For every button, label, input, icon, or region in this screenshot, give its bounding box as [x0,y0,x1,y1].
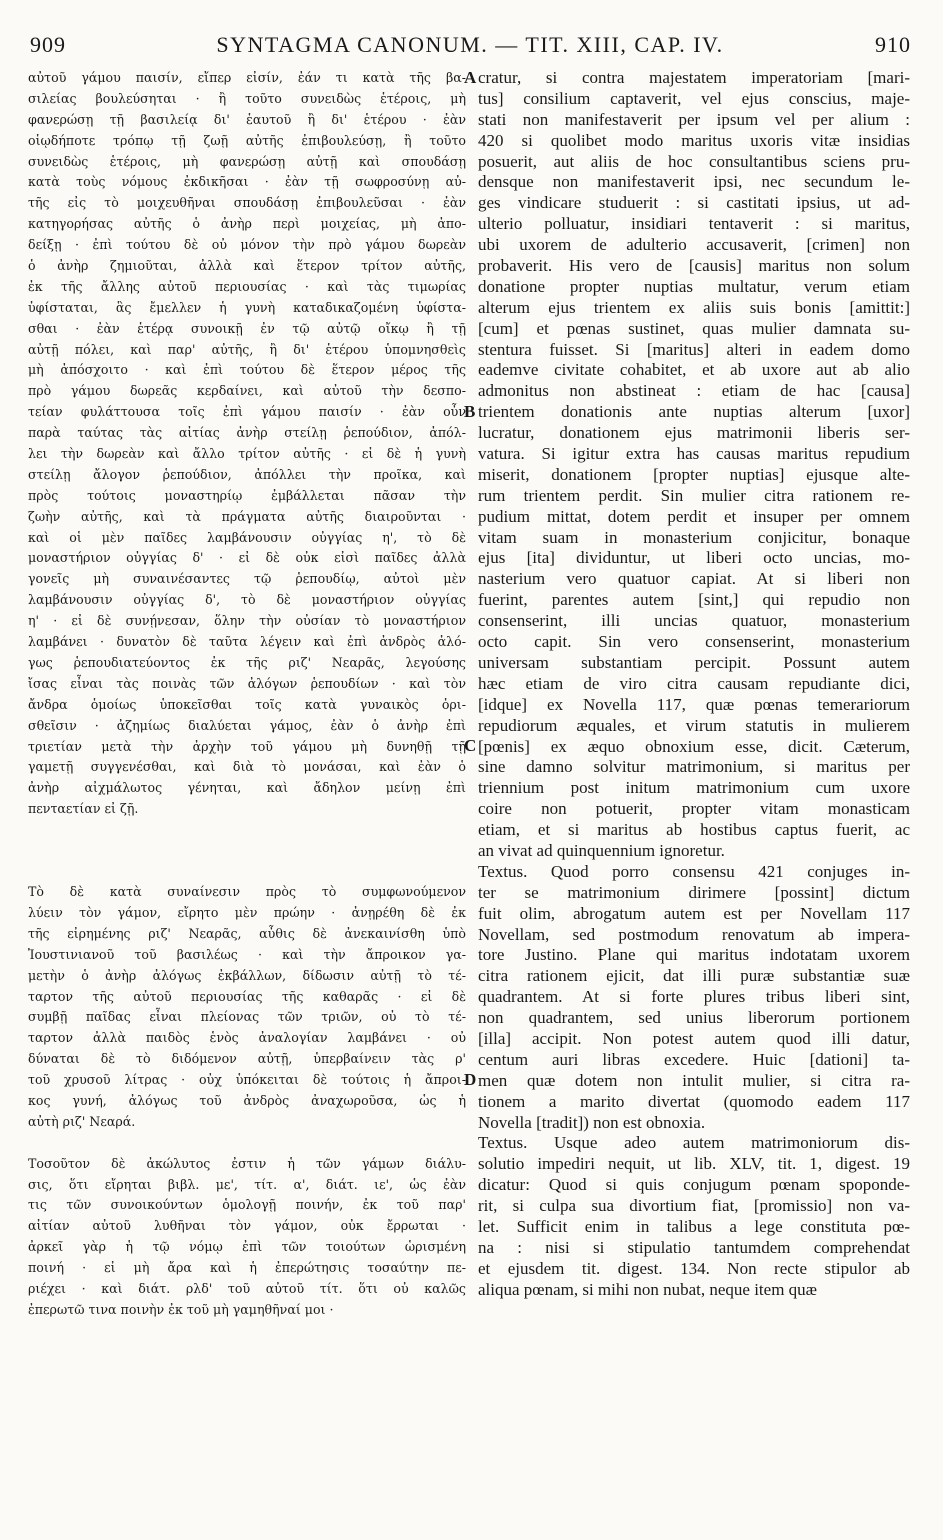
text-line: stati non manifestaverit per ipsum vel per alium : [478,109,910,129]
text-line: σθαι · ἐὰν ἑτέρᾳ συνοικῇ ἐν τῷ αὐτῷ οἴκῳ ἢ τῇ [28,320,466,336]
text-line: universam substantiam percipit. Possunt autem [478,652,910,672]
text-line: admonitus non abstineat : etiam de hac [causa] [478,381,910,401]
text-line: vatura. Si igitur extra has causas maritus repudium [478,444,910,464]
text-line: ges vindicare studuerit : si castitati ipsius, ut ad- [478,193,910,213]
text-line: δύναται δὲ τὸ διδόμενον αὐτῇ, ὑπερβαίνειν τὰς ρ' [28,1051,466,1067]
text-line: quadrantem. At si forte plures tribus liberi sint, [478,987,910,1007]
text-line: ter se matrimonium dirimere [possint] dictum [478,882,910,902]
text-line: στείλῃ ἄλογον ῥεπούδιον, ἀπόλλει τὴν προῖκα, καὶ [28,466,466,482]
running-title: SYNTAGMA CANONUM. — TIT. XIII, CAP. IV. [216,32,724,57]
text-line: αὐτῇ πόλει, καὶ παρ' αὐτῆς, ἢ δι' ἑτέρου ὑπομνησθεὶς [28,341,466,357]
greek-paragraph-2 [28,852,466,1133]
greek-column [28,68,466,1321]
page-number-left: 909 [30,32,66,57]
text-line: ποινή · εἰ μὴ ἄρα καὶ ἡ ἐπερώτησις τοσαύτην πε- [28,1260,466,1276]
text-line: ζωὴν αὐτῆς, καὶ τὰ πράγματα αὐτῆς διαιροῦνται · [28,508,466,524]
margin-marker-a: A [464,68,477,87]
text-line: ὑφίσταται, ἃς ἔμελλεν ἡ γυνὴ καταδικαζομένη ὑφίστα- [28,299,466,315]
text-line: γαμετῇ συγγενέσθαι, καὶ διὰ τὸ μονάσαι, καὶ ἐὰν ὁ [28,759,466,775]
text-line: οἱῳδήποτε τρόπῳ τῇ ζωῇ αὐτῆς ἐπιβουλεύσῃ, ἢ τοῦτο [28,132,466,148]
text-line: λει τὴν δωρεὰν καὶ ἄλλο τρίτον αὐτῆς · εἰ δὲ ἡ γυνὴ [28,446,466,462]
text-line: Novella [tradit]) non est obnoxia. [478,1112,706,1132]
text-line: ταρτον ἀλλὰ παιδὸς ἑνὸς ἀναλογίαν λαμβάνει · οὐ [28,1030,466,1046]
text-line: an vivat ad quinquennium ignoretur. [478,840,725,860]
text-line: αἰτίαν αὐτοῦ λυθῆναι τὸν γάμον, οὐκ ἔρρωται · [28,1218,466,1234]
text-line: γονεῖς μὴ συναινέσαντες τῷ ῥεπουδίῳ, αὐτοὶ μὲν [28,571,466,587]
text-line: τριετίαν μετὰ τὴν ἀρχὴν τοῦ γάμου μὴ δυνηθῇ τῇ [28,738,466,754]
text-line: eademve civitate cohabitet, et ab uxore aut ab alio [478,360,910,380]
text-line: η' · εἰ δὲ συνῄνεσαν, ὅλην τὴν οὐσίαν τὸ μοναστήριον [28,613,466,629]
text-line: pudium mittat, dotem perdit et insuper per omnem [478,506,910,526]
text-line: [idque] ex Novella 117, quæ pœnas temerariorum [478,694,910,714]
text-line: men quæ dotem non intulit mulier, si citra ra- [478,1070,910,1090]
text-line: solutio impediri nequit, ut lib. XLV, tit. 1, digest. 19 [478,1154,910,1174]
text-line: σιλείας βουλεύσηται · ἢ τοῦτο συνειδὼς ἑτέροις, μὴ [28,90,466,106]
text-line: tore Justino. Plane qui maritus indotatam uxorem [478,945,910,965]
text-line: dicatur: Quod si quis conjugum pœnam spoponde- [478,1175,910,1195]
text-line: rum trientem perdit. Sin mulier citra rationem re- [478,485,910,505]
text-line: ριέχει · καὶ διάτ. ρλδ' τοῦ αὐτοῦ τίτ. ὅτι οὐ καλῶς [28,1280,466,1296]
text-line: ἐπερωτῶ τινα ποινὴν ἐκ τοῦ μὴ γαμηθῆναί μοι · [28,1301,334,1317]
text-line: et ejusdem tit. digest. 134. Non recte stipulor ab [478,1258,910,1278]
text-line: [cum] et pœnas sustinet, quas mulier damnata su- [478,318,910,338]
text-line: μὴ ἀπόσχοιτο · καὶ ἐπὶ τούτου δὲ ἕτερον μέρος τῆς [28,362,466,378]
text-line: παρὰ ταύτας τὰς αἰτίας ἀνὴρ στείλῃ ῥεπούδιον, ἀπόλ- [28,425,466,441]
text-line: ἀρκεῖ γὰρ ἡ τῷ νόμῳ ἐπὶ τῶν τοιούτων ὡρισμένη [28,1239,466,1255]
text-line: rit, si culpa sua divortium fiat, [promissio] non va- [478,1196,910,1216]
latin-paragraph-1 [478,68,910,862]
text-line: aliqua pœnam, si mihi non nubat, neque item quæ [478,1279,818,1299]
text-line: posuerit, aut aliis de hoc consultantibus sciens pru- [478,151,910,171]
text-line: κατὰ τοὺς νόμους ἐκδικῆσαι · ἐὰν τῇ σωφροσύνῃ αὐ- [28,174,466,190]
text-line: φανερώσῃ τῇ βασιλείᾳ δι' ἑαυτοῦ ἢ δι' ἑτέρου · ἐὰν [28,111,466,127]
text-line: σθεῖσιν · ἀζημίως διαλύεται γάμος, ἐὰν ὁ ἀνὴρ ἐπὶ [28,717,466,733]
text-line: ejus [ita] dividuntur, ut liberi octo uncias, mo- [478,548,910,568]
text-line: ἴσας εἶναι τὰς ποινὰς τῶν ἀλόγων ῥεπουδίων · καὶ τὸν [28,675,466,691]
text-line: citra rationem ejicit, dat illi puræ substantiæ suæ [478,966,910,986]
text-line: consenserint, illi uncias quatuor, monasterium [478,611,910,631]
text-line: [pœnis] ex æquo obnoxium esse, dicit. Cæterum, [478,736,910,756]
text-line: δείξῃ · ἐπὶ τούτου δὲ οὐ μόνον τὴν πρὸ γάμου δωρεὰν [28,237,466,253]
text-line: vitam suam in monasterium conjicitur, bonaque [478,527,910,547]
text-line: fuit olim, abrogatum autem est per Novellam 117 [478,903,910,923]
text-line: μετὴν ὁ ἀνὴρ ἀλόγως ἐκβάλλων, δίδωσιν αὐτῇ τὸ τέ- [28,967,466,983]
text-line: tionem a marito divertat (quomodo eadem 117 [478,1091,910,1111]
text-line: cratur, si contra majestatem imperatoriam [mari- [478,68,910,87]
text-line: probaverit. His vero de [causis] maritus non solum [478,256,910,276]
page-header [0,0,943,68]
text-line: etiam, et si maritus ab hostibus captus fuerit, ac [478,820,910,840]
text-line: αὐτὴ ριζ' Νεαρά. [28,1113,136,1129]
latin-column [478,68,910,1301]
text-line: λαμβάνει · δυνατὸν δὲ ταῦτα λέγειν καὶ ἐπὶ ἀνδρὸς ἀλό- [28,634,466,650]
text-line: ubi uxorem de adulterio accusaverit, [crimen] non [478,235,910,255]
text-line: πενταετίαν εἰ ζῇ. [28,801,139,817]
text-line: κος γυνή, ἀλόγως τοῦ ἀνδρὸς ἀναχωροῦσα, ὡς ἡ [28,1092,466,1108]
text-line: ulterio polluatur, insidiari tentaverit : si maritus, [478,214,910,234]
text-line: Textus. Quod porro consensu 421 conjuges in- [478,861,910,881]
margin-marker-b: B [464,402,476,421]
text-line: let. Sufficit enim in talibus a lege constituta pœ- [478,1216,910,1236]
text-line: συνειδὼς ἑτέροις, μὴ φανερώσῃ αὐτῇ καὶ σπουδάσῃ [28,153,466,169]
text-line: καὶ οἱ μὲν παῖδες λαμβάνουσιν οὐγγίας η', τὸ δὲ [28,529,466,545]
text-line: octo capit. Sin vero consenserint, monasterium [478,632,910,652]
text-line: πρὸ γάμου δωρεᾶς κερδαίνει, καὶ αὐτοῦ τὴν δεσπο- [28,383,466,399]
text-line: Ἰουστινιανοῦ τοῦ βασιλέως · καὶ τὴν ἄπροικον γα- [28,946,466,962]
text-line: centum auri libras excedere. Huic [dationi] ta- [478,1049,910,1069]
page-number-right: 910 [875,32,911,57]
text-line: [illa] accipit. Non potest autem quod illi datur, [478,1028,910,1048]
text-line: πρὸς τούτοις μοναστηρίῳ ἐμβάλλεται πᾶσαν τὴν [28,487,466,503]
latin-paragraph-3 [478,1133,910,1300]
text-line: τις τῶν συνοικούντων ὁμολογῇ ποινήν, ἐκ τοῦ παρ' [28,1197,466,1213]
text-line: sine damno solvitur matrimonium, si maritus per [478,757,910,777]
text-line: lucratur, donationem ejus matrimonii liberis ser- [478,423,910,443]
latin-paragraph-2 [478,862,910,1134]
text-line: stentura fuisset. Si [maritus] alteri in eadem domo [478,339,910,359]
text-line: 420 si quolibet modo maritus uxoris vitæ insidias [478,130,910,150]
text-line: ἀνὴρ αἰχμάλωτος γένηται, καὶ ἄδηλον μείνῃ ἐπὶ [28,780,466,796]
text-line: fuerint, parentes autem [sint,] qui repudio non [478,590,910,610]
text-line: τῆς εἰρημένης ριζ' Νεαρᾶς, αὖθις δὲ ἀνεκαινίσθη ὑπὸ [28,925,466,941]
text-line: Τοσοῦτον δὲ ἀκώλυτος ἐστιν ἡ τῶν γάμων διάλυ- [28,1155,466,1171]
text-line: τοῦ χρυσοῦ λίτρας · οὐχ ὑπόκειται δὲ τούτοις ἡ ἄπροι- [28,1072,466,1088]
text-line: γως ῥεπουδιατεύοντος ἐκ τῆς ριζ' Νεαρᾶς, λεγούσης [28,654,466,670]
text-line: hæc etiam de viro citra causam repudiante dici, [478,673,910,693]
greek-paragraph-3 [28,1154,466,1321]
text-line: Novellam, sed postmodum renovatum ab impera- [478,924,910,944]
text-line: triennium post initum matrimonium cum uxore [478,778,910,798]
text-line: ταρτον τῆς αὐτοῦ περιουσίας τῆς καθαρᾶς · εἰ δὲ [28,988,466,1004]
text-line: nasterium vero quatuor capiat. At si liberi non [478,569,910,589]
text-line: ὁ ἀνὴρ ζημιοῦται, ἀλλὰ καὶ ἕτερον τρίτον αὐτῆς, [28,258,466,274]
text-line: τῆς εἰς τὸ μοιχευθῆναι σπουδάσῃ ἐπιβουλεῦσαι · ἐὰν [28,195,466,211]
text-line: μοναστήριον οὐγγίας δ' · εἰ δὲ οὐκ εἰσὶ παῖδες ἀλλὰ [28,550,466,566]
text-line: ἐκ τῆς ἄλλης αὐτοῦ περιουσίας · καὶ τὰς τιμωρίας [28,278,466,294]
text-line: miserit, donationem [propter nuptias] ejusque alte- [478,464,910,484]
text-line: na : nisi si stipulatio tantumdem comprehendat [478,1237,910,1257]
text-line: tus] consilium captaverit, vel ejus conscius, maje- [478,88,910,108]
text-line: Textus. Usque adeo autem matrimoniorum dis- [478,1133,910,1153]
text-line: trientem donationis ante nuptias alterum [uxor] [478,402,910,422]
text-line: λύειν τὸν γάμον, εἴρητο μὲν πρώην · ἀνῃρέθη δὲ ἐκ [28,904,466,920]
text-line: Τὸ δὲ κατὰ συναίνεσιν πρὸς τὸ συμφωνούμενον [28,884,466,900]
text-line: ἄνδρα ὁμοίως ὑποκεῖσθαι τοῖς κατὰ γυναικὸς ὁρι- [28,696,466,712]
text-line: non quadrantem, sed unius liberorum portionem [478,1008,910,1028]
text-line: repudiorum æquales, et virum statutis in mulierem [478,715,910,735]
text-line: κατηγορήσας αὐτῆς ὁ ἀνὴρ περὶ μοιχείας, μὴ ἀπο- [28,216,466,232]
text-line: σις, ὅτι εἴρηται βιβλ. με', τίτ. α', διάτ. ιε', ὡς ἐὰν [28,1176,466,1192]
text-line: τείαν φυλάττουσα τοῖς ἐπὶ γάμου παισίν · ἐὰν οὖν [28,404,466,420]
greek-paragraph-1 [28,68,466,820]
text-line: λαμβάνουσιν οὐγγίας δ', τὸ δὲ μοναστήριον οὐγγίας [28,592,466,608]
text-line: alterum ejus trientem ex aliis suis bonis [amittit:] [478,297,910,317]
text-line: συμβῇ παῖδας εἶναι πλείονας τῶν τριῶν, οὐ τὸ τέ- [28,1009,466,1025]
margin-marker-d: D [464,1070,477,1089]
text-line: donatione propter nuptias multatur, verum etiam [478,276,910,296]
margin-marker-c: C [464,736,477,755]
text-line: coire non potuerit, propter vitam monasticam [478,799,910,819]
text-line: densque non manifestaverit ipsi, nec secundum le- [478,172,910,192]
text-line: αὐτοῦ γάμου παισίν, εἴπερ εἰσίν, ἐάν τι κατὰ τῆς βα- [28,70,466,85]
